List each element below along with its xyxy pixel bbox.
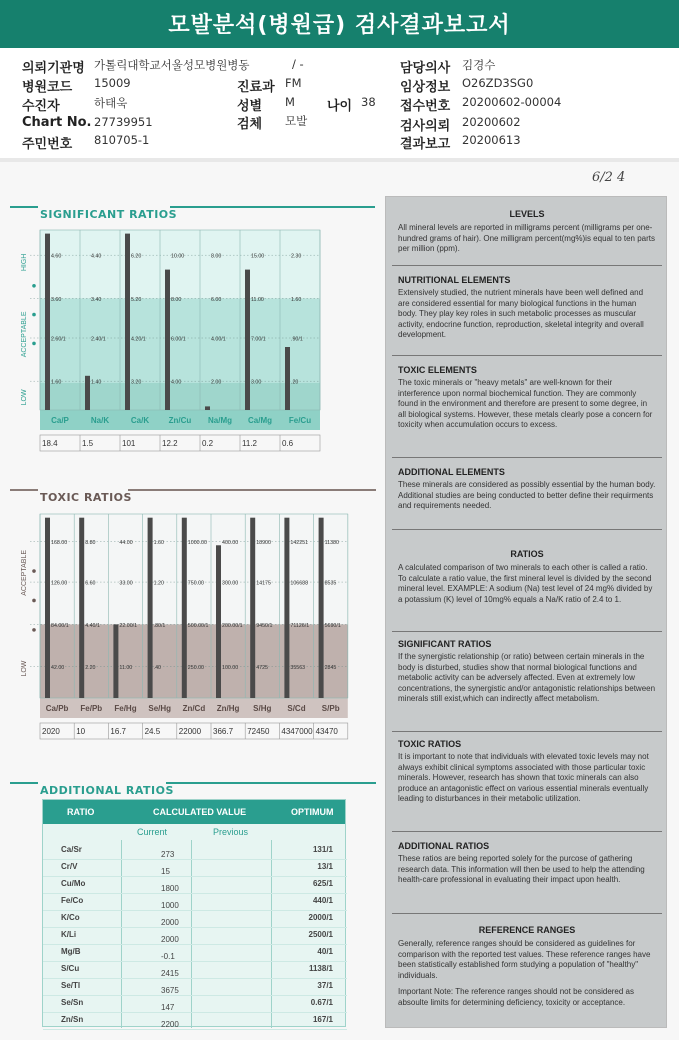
tick-label: 168.00 bbox=[51, 540, 68, 547]
tick-label: 4.00/1 bbox=[211, 336, 226, 343]
tick-label: 200.00/1 bbox=[222, 622, 243, 629]
important-note-text: Important Note: The reference ranges should not be considered as absoulte limits for determining deficiency, toxicity or acceptance. bbox=[398, 987, 634, 1007]
sig-ratios-info-title: SIGNIFICANT RATIOS bbox=[398, 639, 492, 649]
ratios-body bbox=[392, 559, 662, 609]
ratio-cell: Zn/Sn bbox=[61, 1015, 84, 1024]
additional-ratios-title: ADDITIONAL RATIOS bbox=[40, 784, 174, 797]
tick-label: 6.60 bbox=[85, 580, 96, 587]
tick-label: 3.60 bbox=[51, 296, 62, 303]
current-cell: 3675 bbox=[161, 986, 179, 995]
value-label: 43470 bbox=[315, 727, 338, 736]
divider bbox=[392, 731, 662, 732]
value-label: 72450 bbox=[247, 727, 270, 736]
current-cell: 1800 bbox=[161, 884, 179, 893]
optimum-cell: 167/1 bbox=[312, 1015, 333, 1024]
value-label: 2020 bbox=[42, 727, 60, 736]
additional-title-rule-right bbox=[166, 782, 376, 784]
current-cell: 2415 bbox=[161, 969, 179, 978]
tick-label: 5.20 bbox=[131, 296, 142, 303]
significant-title-rule bbox=[10, 206, 38, 208]
additional-row bbox=[43, 961, 347, 979]
tick-label: 15.00 bbox=[251, 253, 265, 260]
additional-elements-title: ADDITIONAL ELEMENTS bbox=[398, 467, 505, 477]
current-cell: -0.1 bbox=[161, 952, 175, 961]
optimum-header: OPTIMUM bbox=[291, 807, 334, 817]
tick-label: 5690/1 bbox=[324, 622, 341, 629]
divider bbox=[392, 265, 662, 266]
divider bbox=[392, 457, 662, 458]
tick-label: .80/1 bbox=[153, 622, 166, 629]
current-cell: 15 bbox=[161, 867, 170, 876]
value-label: 4347000 bbox=[281, 727, 313, 736]
receipt-label: 접수번호 bbox=[400, 99, 451, 114]
tick-label: 106688 bbox=[290, 580, 309, 587]
ratio-cell: Fe/Co bbox=[61, 896, 84, 905]
additional-title-rule bbox=[10, 782, 38, 784]
tick-label: 71126/1 bbox=[290, 622, 310, 629]
category-label: Na/Mg bbox=[208, 416, 232, 425]
resident-label: 주민번호 bbox=[22, 137, 73, 152]
request-value: 20200602 bbox=[462, 115, 521, 129]
tick-label: 8535 bbox=[324, 580, 337, 587]
tick-label: 18900 bbox=[256, 540, 271, 547]
chart-no-value: 27739951 bbox=[94, 115, 153, 129]
ratio-cell: K/Li bbox=[61, 930, 77, 939]
tick-label: 3.20 bbox=[131, 379, 142, 386]
optimum-cell: 440/1 bbox=[312, 896, 333, 905]
institution-label: 의뢰기관명 bbox=[22, 61, 85, 76]
tick-label: 8.00 bbox=[171, 296, 182, 303]
additional-row bbox=[43, 910, 347, 928]
tick-label: 500.00/1 bbox=[187, 622, 209, 629]
bar-Fe/Cu bbox=[285, 347, 290, 410]
additional-row bbox=[43, 842, 347, 860]
sig-ratios-info-section bbox=[392, 635, 662, 709]
tick-label: 3.40 bbox=[91, 296, 102, 303]
clinical-label: 임상정보 bbox=[400, 80, 451, 95]
levels-body bbox=[392, 219, 662, 259]
additional-row bbox=[43, 859, 347, 877]
ratio-cell: Cr/V bbox=[61, 862, 78, 871]
divider bbox=[392, 631, 662, 632]
bar-Zn/Cu bbox=[165, 270, 170, 410]
levels-title: LEVELS bbox=[509, 209, 545, 219]
category-label: Fe/Hg bbox=[114, 704, 137, 713]
tick-label: .20 bbox=[291, 379, 299, 386]
additional-row bbox=[43, 944, 347, 962]
doctor-value: 김경수 bbox=[462, 58, 496, 72]
tick-label: 11.00 bbox=[119, 665, 133, 672]
tox-ratios-info-section bbox=[392, 735, 662, 809]
tick-label: 2.60/1 bbox=[51, 336, 66, 343]
bar-Fe/Pb bbox=[79, 518, 84, 698]
request-label: 검사의뢰 bbox=[400, 119, 451, 134]
category-label: S/Hg bbox=[253, 704, 272, 713]
toxic-title-rule-right bbox=[128, 489, 376, 491]
levels-text: All mineral levels are reported in milligrams percent (milligrams per one-hundred grams of hair). One milligram percent(mg%)is equal to ten parts per million (ppm). bbox=[398, 223, 655, 253]
bar-Zn/Cd bbox=[182, 518, 187, 698]
divider bbox=[392, 529, 662, 530]
tick-label: 8.80 bbox=[85, 540, 96, 547]
tick-label: 4.40/1 bbox=[85, 622, 100, 629]
ratio-cell: Se/Tl bbox=[61, 981, 81, 990]
tick-label: 2.20 bbox=[85, 665, 96, 672]
nutritional-title: NUTRITIONAL ELEMENTS bbox=[398, 275, 511, 285]
tick-label: 4.60 bbox=[51, 253, 62, 260]
value-label: 18.4 bbox=[42, 439, 58, 448]
handwritten-note: 6/2 4 bbox=[592, 170, 626, 185]
additional-elements-text: These minerals are considered as possibly essential by the human body. Additional studies are being conducted to better define their requirments and requirements needed. bbox=[398, 480, 656, 510]
zone-band-0 bbox=[40, 230, 320, 298]
bar-Fe/Hg bbox=[113, 624, 118, 698]
tick-label: .40 bbox=[153, 665, 161, 672]
info-panel bbox=[385, 196, 667, 1028]
ratios-text: A calculated comparison of two minerals to each other is called a ratio. To calculate a ratio value, the first mineral level is divided by the second mineral level. EXAMPLE: A sodium (Na) test level of 24 mg% divided by a potassium (K) level of 10mg% equals a Na/K ratio of 2.4 to 1. bbox=[398, 563, 653, 604]
value-label: 12.2 bbox=[162, 439, 178, 448]
tick-label: 250.00 bbox=[187, 665, 205, 672]
chart-no-label: Chart No. bbox=[22, 115, 92, 130]
optimum-cell: 0.67/1 bbox=[310, 998, 333, 1007]
ratio-cell: Mg/B bbox=[61, 947, 81, 956]
tick-label: 35563 bbox=[290, 665, 306, 672]
hospital-code-value: 15009 bbox=[94, 76, 131, 90]
tick-label: 1.20 bbox=[153, 580, 164, 587]
additional-row bbox=[43, 1012, 347, 1030]
tick-label: 1.60 bbox=[291, 296, 302, 303]
toxic-ratios-title: TOXIC RATIOS bbox=[40, 491, 132, 504]
dept-label: 진료과 bbox=[237, 80, 275, 95]
zone-band-2 bbox=[40, 383, 320, 410]
tick-label: 11380 bbox=[324, 540, 339, 547]
bar-Ca/Pb bbox=[45, 518, 50, 698]
value-label: 366.7 bbox=[213, 727, 234, 736]
tick-label: 750.00 bbox=[187, 580, 205, 587]
toxic-ratios-chart bbox=[8, 506, 360, 750]
optimum-cell: 13/1 bbox=[317, 862, 333, 871]
tick-label: 6.00/1 bbox=[171, 336, 186, 343]
zone-label: LOW bbox=[21, 660, 28, 677]
current-cell: 1000 bbox=[161, 901, 179, 910]
tox-ratios-info-title: TOXIC RATIOS bbox=[398, 739, 462, 749]
reference-text: Generally, reference ranges should be considered as guidelines for comparison with the reported test values. These reference ranges have been statistically established form studying a population of "healthy" individuals. bbox=[398, 939, 651, 980]
nutritional-section bbox=[392, 271, 662, 345]
report-title: 모발분석(병원급) 검사결과보고서 bbox=[0, 0, 679, 48]
ward-value: / - bbox=[292, 57, 304, 71]
tick-label: 7.00/1 bbox=[251, 336, 266, 343]
current-cell: 273 bbox=[161, 850, 175, 859]
optimum-cell: 1138/1 bbox=[308, 964, 333, 973]
tick-label: 4.40 bbox=[91, 253, 102, 260]
tick-label: 4725 bbox=[256, 665, 268, 672]
additional-row bbox=[43, 893, 347, 911]
value-label: 11.2 bbox=[242, 439, 257, 448]
specimen-value: 모발 bbox=[285, 114, 308, 128]
value-label: 10 bbox=[76, 727, 86, 736]
tick-label: 2.00 bbox=[211, 379, 222, 386]
dept-value: FM bbox=[285, 76, 302, 90]
calculated-value-header: CALCULATED VALUE bbox=[153, 807, 247, 817]
additional-ratios-table bbox=[42, 799, 346, 1027]
tick-label: 6.20 bbox=[131, 253, 142, 260]
previous-header: Previous bbox=[213, 827, 249, 837]
tick-label: 4.00 bbox=[171, 379, 182, 386]
ratio-cell: Ca/Sr bbox=[61, 845, 82, 854]
value-label: 101 bbox=[122, 439, 136, 448]
optimum-cell: 2000/1 bbox=[308, 913, 333, 922]
tick-label: 300.00 bbox=[222, 580, 239, 587]
tick-label: 2.40/1 bbox=[91, 336, 106, 343]
category-label: Ca/Pb bbox=[45, 704, 69, 713]
toxic-elements-section bbox=[392, 361, 662, 435]
category-label: Na/K bbox=[90, 416, 110, 425]
bar-Ca/P bbox=[45, 234, 50, 410]
toxic-elements-text: The toxic minerals or "heavy metals" are well-known for their interference upon normal biochemical function. They are commonly found in the environment and therefore are present to some degree, in all biological systems. However, these metals clearly pose a concern for toxicity when accumulation occurs to excess. bbox=[398, 378, 653, 429]
zone-band-1 bbox=[40, 624, 348, 698]
current-header: Current bbox=[137, 827, 168, 837]
axis-marker-1 bbox=[32, 313, 36, 317]
axis-marker-0 bbox=[32, 284, 36, 288]
tick-label: 1.40 bbox=[91, 379, 102, 386]
result-label: 결과보고 bbox=[400, 137, 451, 152]
specimen-label: 검체 bbox=[237, 117, 263, 132]
current-cell: 2200 bbox=[161, 1020, 179, 1029]
bar-S/Cd bbox=[284, 518, 289, 698]
additional-row bbox=[43, 927, 347, 945]
value-label: 0.6 bbox=[282, 439, 294, 448]
collector-value: 하태욱 bbox=[94, 96, 128, 110]
category-label: Ca/K bbox=[130, 416, 150, 425]
add-ratios-info-section bbox=[392, 837, 662, 890]
tick-label: 8.00 bbox=[211, 253, 222, 260]
institution-value: 가톨릭대학교서울성모병원병동 bbox=[94, 58, 250, 72]
add-ratios-info-title: ADDITIONAL RATIOS bbox=[398, 841, 490, 851]
tick-label: 44.00 bbox=[119, 540, 133, 547]
reference-body bbox=[392, 935, 662, 1012]
tick-label: 4.20/1 bbox=[131, 336, 146, 343]
current-cell: 147 bbox=[161, 1003, 175, 1012]
divider bbox=[392, 355, 662, 356]
toxic-ratios-svg bbox=[8, 506, 360, 750]
tick-label: 33.00 bbox=[119, 580, 133, 587]
sex-value: M bbox=[285, 95, 295, 109]
doctor-label: 담당의사 bbox=[400, 61, 451, 76]
tick-label: 22.00/1 bbox=[119, 622, 138, 629]
category-label: Se/Hg bbox=[148, 704, 172, 713]
zone-label: ACCEPTABLE bbox=[21, 311, 28, 358]
zone-label: ACCEPTABLE bbox=[21, 549, 28, 596]
ratio-cell: Se/Sn bbox=[61, 998, 84, 1007]
collector-label: 수진자 bbox=[22, 99, 60, 114]
ratio-cell: K/Co bbox=[61, 913, 80, 922]
bar-S/Hg bbox=[250, 518, 255, 698]
axis-marker-1 bbox=[32, 599, 36, 603]
tick-label: 2.30 bbox=[291, 253, 302, 260]
receipt-value: 20200602-00004 bbox=[462, 95, 562, 109]
additional-row bbox=[43, 978, 347, 996]
optimum-cell: 625/1 bbox=[312, 879, 333, 888]
tick-label: 1.60 bbox=[51, 379, 62, 386]
zone-label: HIGH bbox=[21, 253, 28, 272]
optimum-cell: 37/1 bbox=[317, 981, 333, 990]
ratio-cell: S/Cu bbox=[61, 964, 80, 973]
toxic-title-rule bbox=[10, 489, 38, 491]
category-label: Ca/Mg bbox=[248, 416, 272, 425]
value-label: 16.7 bbox=[110, 727, 126, 736]
bar-S/Pb bbox=[319, 518, 324, 698]
tick-label: 126.00 bbox=[51, 580, 68, 587]
current-cell: 2000 bbox=[161, 918, 179, 927]
tick-label: 10.00 bbox=[171, 253, 185, 260]
ratio-cell: Cu/Mo bbox=[61, 879, 86, 888]
tick-label: 6.00 bbox=[211, 296, 222, 303]
additional-elements-section bbox=[392, 463, 662, 516]
significant-ratios-chart bbox=[8, 222, 360, 464]
reference-title: REFERENCE RANGES bbox=[478, 925, 576, 935]
value-label: 24.5 bbox=[144, 727, 161, 736]
age-value: 38 bbox=[361, 95, 376, 109]
tick-label: .90/1 bbox=[291, 336, 303, 343]
optimum-cell: 40/1 bbox=[317, 947, 333, 956]
category-label: S/Pb bbox=[321, 704, 340, 713]
bar-Na/Mg bbox=[205, 406, 210, 410]
category-label: Zn/Hg bbox=[216, 704, 240, 713]
resident-value: 810705-1 bbox=[94, 133, 150, 147]
additional-row bbox=[43, 995, 347, 1013]
axis-marker-2 bbox=[32, 342, 36, 346]
tick-label: 14175 bbox=[256, 580, 271, 587]
category-label: Zn/Cd bbox=[182, 704, 206, 713]
sig-ratios-info-text: If the synergistic relationship (or ratio) between certain minerals in the body is disturbed, studies show that normal biological functions and metabolic activity can be adversely affected. Even at extremely low concentrations, the synergistic and/or antagonistic relationships between minerals still exist,which can indirectly affect metabolism. bbox=[398, 652, 656, 703]
bar-Se/Hg bbox=[148, 518, 153, 698]
significant-title-rule-right bbox=[170, 206, 375, 208]
value-label: 22000 bbox=[178, 727, 202, 736]
tick-label: 3.00 bbox=[251, 379, 262, 386]
zone-band-0 bbox=[40, 514, 348, 624]
category-label: Fe/Cu bbox=[288, 416, 312, 425]
significant-ratios-title: SIGNIFICANT RATIOS bbox=[40, 208, 178, 221]
zone-label: LOW bbox=[21, 389, 28, 406]
additional-row bbox=[43, 876, 347, 894]
optimum-cell: 131/1 bbox=[312, 845, 333, 854]
category-label: Zn/Cu bbox=[168, 416, 192, 425]
optimum-cell: 2500/1 bbox=[308, 930, 333, 939]
bar-Zn/Hg bbox=[216, 545, 221, 698]
tick-label: 42.00 bbox=[51, 665, 65, 672]
add-ratios-info-text: These ratios are being reported solely for the purcose of gathering research data. This information will then be used to help the attending health-care professional in evaluating their impact upon health. bbox=[398, 854, 645, 884]
category-label: Ca/P bbox=[51, 416, 69, 425]
current-cell: 2000 bbox=[161, 935, 179, 944]
tox-ratios-info-text: It is important to note that individuals with elevated toxic levels may not always exhibit clinical symptoms associated with those particular toxic minerals. However, research has shown that toxic minerals can also produce an antagonistic effect on various essential minerals eventually leading to disturbances in their metabolic utilization. bbox=[398, 752, 649, 803]
nutritional-text: Extensively studied, the nutrient minerals have been well defined and are considered essential for many biological functions in the human body. They play key roles in such metabolic processes as muscular activity, endocrine function, reproduction, skeletal integrity and overall development. bbox=[398, 288, 644, 339]
bar-Ca/Mg bbox=[245, 270, 250, 410]
sex-label: 성별 bbox=[237, 99, 263, 114]
result-value: 20200613 bbox=[462, 133, 521, 147]
significant-ratios-svg bbox=[8, 222, 360, 464]
tick-label: 2845 bbox=[324, 665, 337, 672]
category-label: S/Cd bbox=[287, 704, 306, 713]
divider bbox=[392, 913, 662, 914]
toxic-elements-title: TOXIC ELEMENTS bbox=[398, 365, 477, 375]
tick-label: 400.00 bbox=[222, 540, 239, 547]
axis-marker-0 bbox=[32, 569, 36, 573]
bar-Ca/K bbox=[125, 234, 130, 410]
bar-Na/K bbox=[85, 376, 90, 410]
tick-label: 84.00/1 bbox=[51, 622, 69, 629]
tick-label: 1.60 bbox=[153, 540, 164, 547]
tick-label: 100.00 bbox=[222, 665, 239, 672]
category-label: Fe/Pb bbox=[80, 704, 103, 713]
ratio-header: RATIO bbox=[67, 807, 95, 817]
value-label: 1.5 bbox=[82, 439, 94, 448]
clinical-value: O26ZD3SG0 bbox=[462, 76, 534, 90]
tick-label: 9450/1 bbox=[256, 622, 273, 629]
ratios-title: RATIOS bbox=[510, 549, 544, 559]
age-label: 나이 bbox=[327, 99, 353, 114]
tick-label: 142251 bbox=[290, 540, 309, 547]
value-label: 0.2 bbox=[202, 439, 214, 448]
tick-label: 11.00 bbox=[251, 296, 264, 303]
tick-label: 1000.00 bbox=[187, 540, 207, 547]
hospital-code-label: 병원코드 bbox=[22, 80, 73, 95]
axis-marker-2 bbox=[32, 628, 36, 632]
divider bbox=[392, 831, 662, 832]
